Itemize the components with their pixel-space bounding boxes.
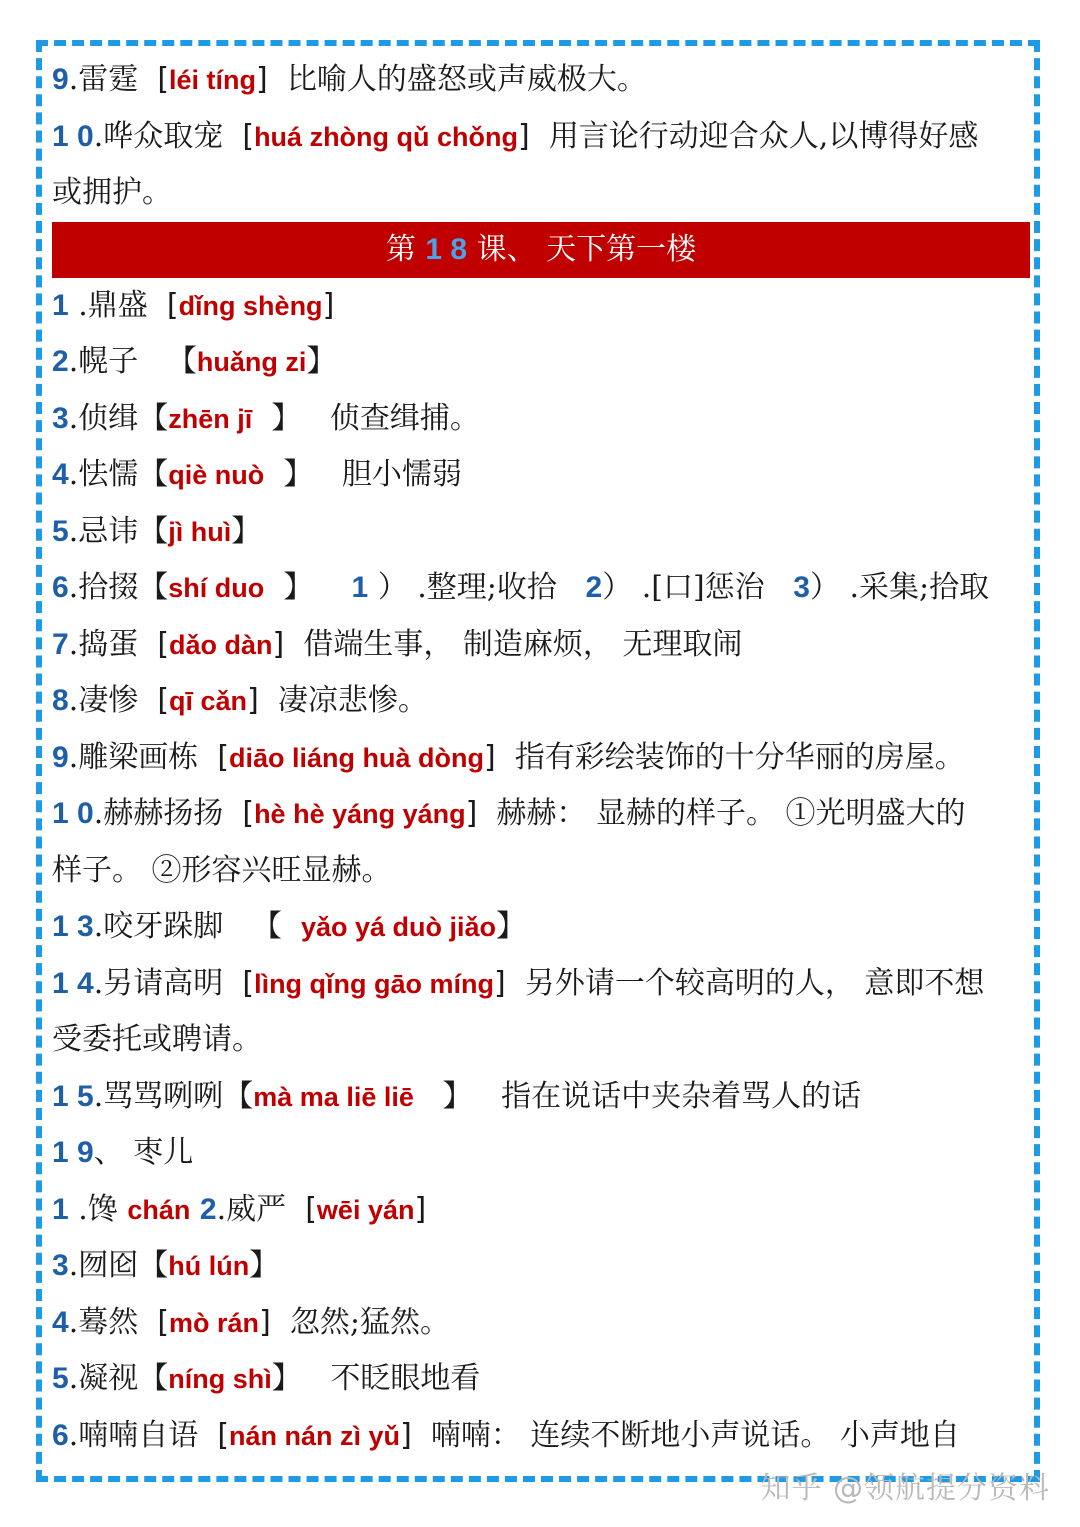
vocab-item: 1 4.另请高明 [lìng qǐng gāo míng] 另外请一个较高明的人， 意即不想: [52, 965, 985, 1001]
vocab-continuation: 样子。 ②形容兴旺显赫。: [52, 852, 392, 888]
vocab-item: 2.幌子 【huǎng zi】: [52, 344, 337, 379]
vocab-item: 3.侦缉【zhēn jī 】 侦查缉捕。: [52, 400, 480, 436]
vocab-item: 1 .馋 chán 2.威严 [wēi yán]: [52, 1191, 427, 1227]
vocab-item: 8.凄惨 [qī cǎn] 凄凉悲惨。: [52, 683, 428, 718]
vocab-item: 5.忌讳【jì huì】: [52, 513, 262, 549]
vocab-item: 1 5.骂骂咧咧【mà ma liē liē 】 指在说话中夹杂着骂人的话: [52, 1078, 862, 1114]
lesson-19-heading: 1 9、 枣儿: [52, 1135, 194, 1170]
vocab-item: 4.蓦然 [mò rán] 忽然;猛然。: [52, 1304, 450, 1340]
vocab-item: 9.雕梁画栋 [diāo liáng huà dòng] 指有彩绘装饰的十分华丽的房屋。: [52, 739, 965, 775]
vocab-item: 6.喃喃自语 [nán nán zì yǔ] 喃喃： 连续不断地小声说话。 小声地自: [52, 1417, 960, 1453]
zhihu-watermark: 知乎 @领航提分资料: [760, 1471, 1050, 1506]
vocab-item: 3.囫囵【hú lún】: [52, 1248, 280, 1283]
vocab-item: 9.雷霆 [léi tíng] 比喻人的盛怒或声威极大。: [52, 62, 647, 97]
vocab-item: 5.凝视【níng shì】 不眨眼地看: [52, 1361, 481, 1396]
lesson-18-title-bar: 第 1 8 课、 天下第一楼: [52, 222, 1030, 278]
vocab-item: 1 0.赫赫扬扬 [hè hè yáng yáng] 赫赫： 显赫的样子。 ①光明盛大的: [52, 796, 966, 831]
vocab-item: 1 0.哗众取宠 [huá zhòng qǔ chǒng] 用言论行动迎合众人,以博得好感: [52, 118, 979, 154]
vocab-list: [52, 52, 1030, 1464]
vocab-item: 1 3.咬牙跺脚 【 yǎo yá duò jiǎo】: [52, 909, 527, 944]
vocab-continuation: 受委托或聘请。: [52, 1022, 262, 1057]
vocab-item: 4.怯懦【qiè nuò 】 胆小懦弱: [52, 457, 462, 492]
vocab-continuation: 或拥护。: [52, 175, 172, 210]
vocab-item: 1 .鼎盛 [dǐng shèng]: [52, 287, 335, 323]
vocab-item: 6.拾掇【shí duo 】 1 ） .整理;收拾 2） .[口]惩治 3） .采集;拾取: [52, 570, 990, 605]
vocab-item: 7.捣蛋 [dǎo dàn] 借端生事， 制造麻烦， 无理取闹: [52, 626, 743, 662]
